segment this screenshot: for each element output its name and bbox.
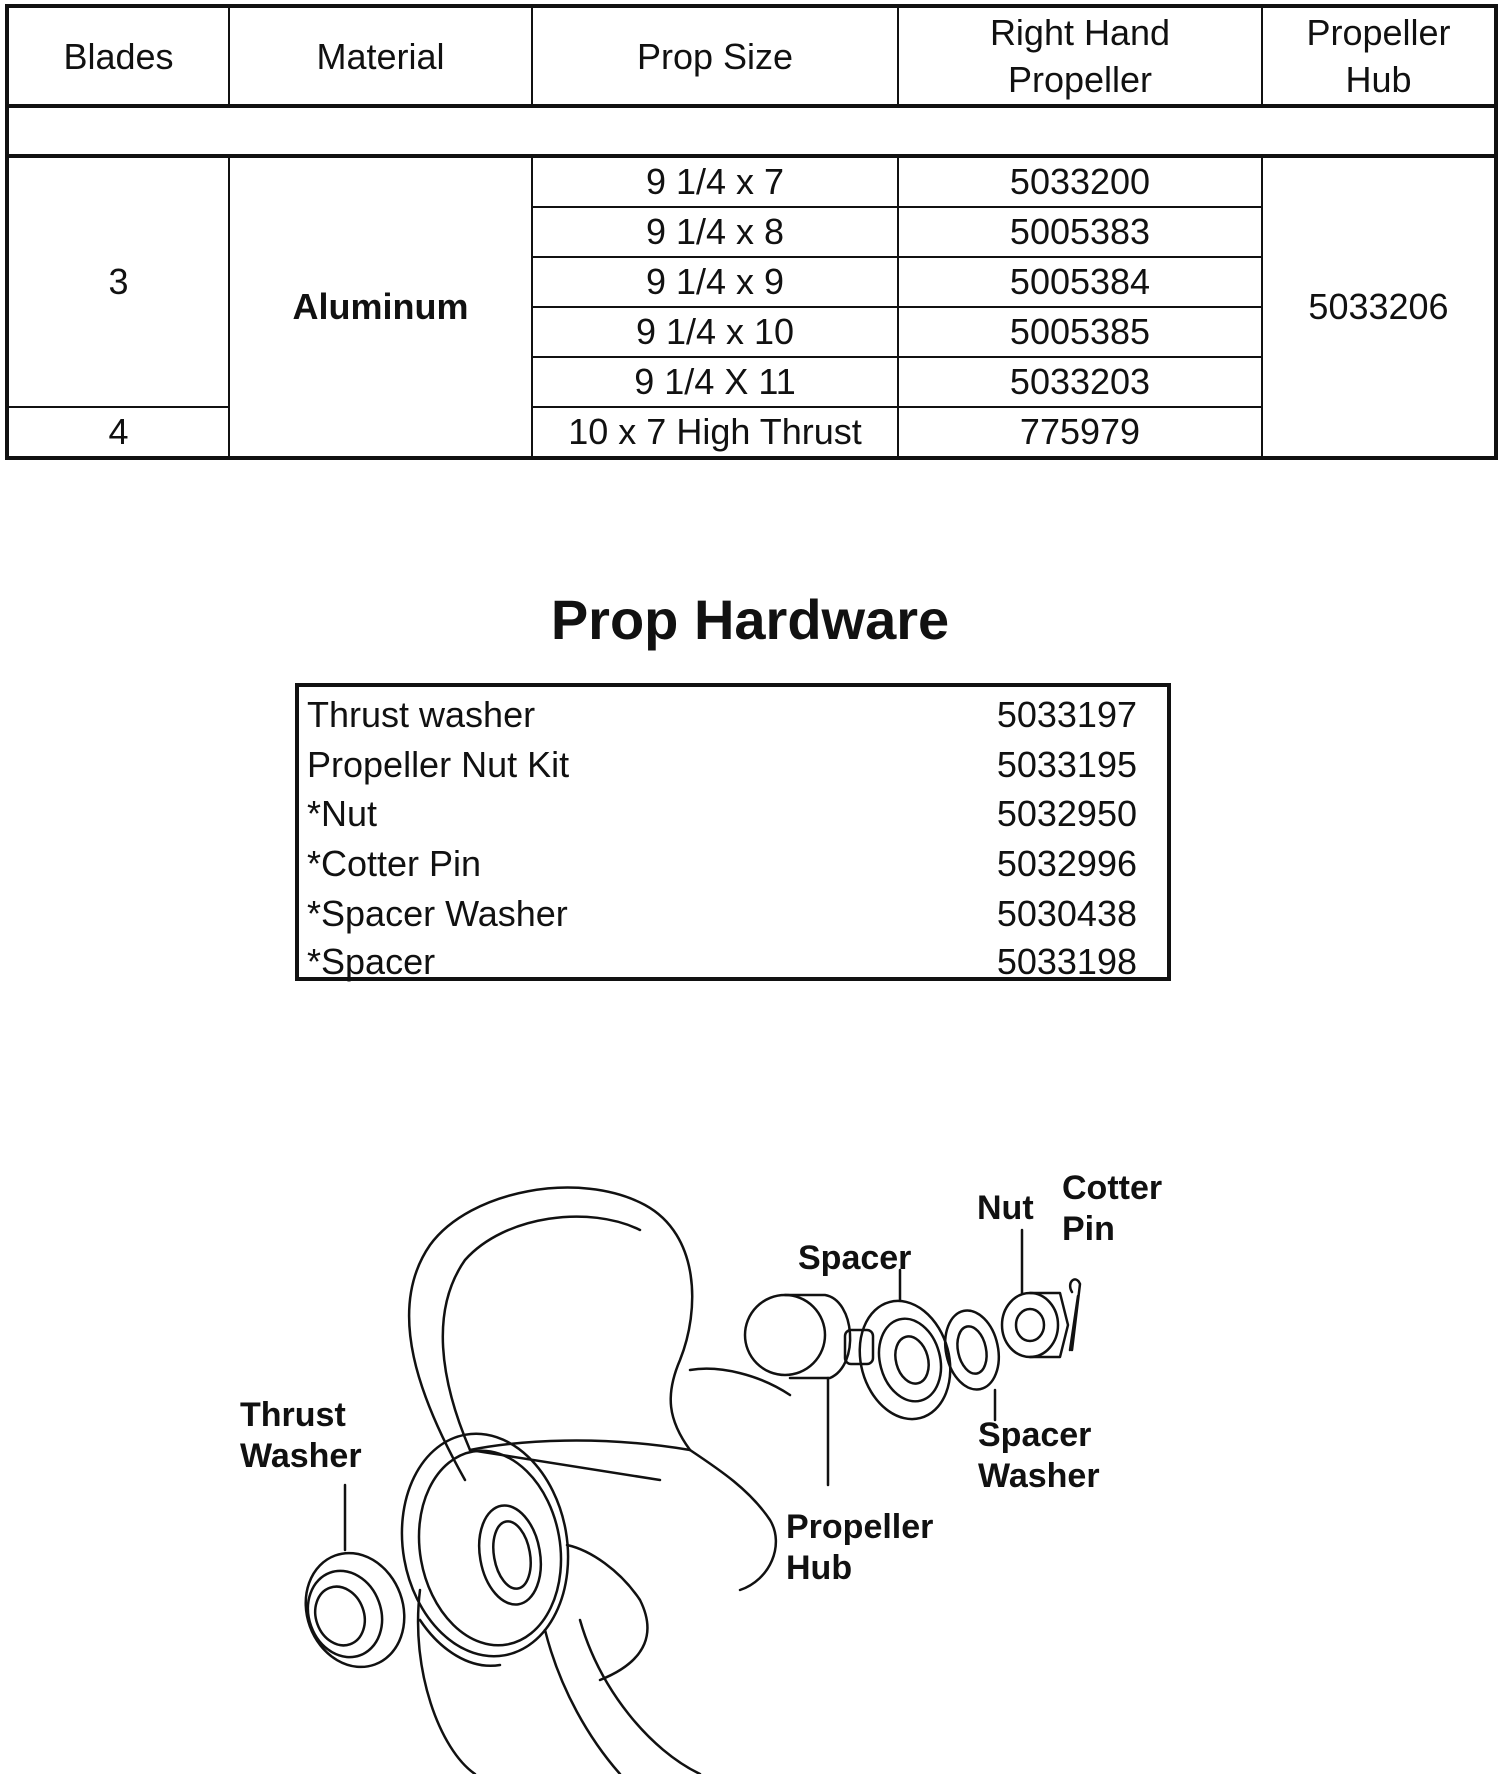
list-item (307, 937, 1137, 987)
hardware-name: *Spacer Washer (307, 893, 568, 934)
label-line: Washer (240, 1437, 362, 1475)
table-blank-row (7, 106, 1496, 156)
label-line: Cotter (1062, 1169, 1163, 1207)
header-right-hand-line1: Right Hand (989, 12, 1171, 53)
list-item (307, 839, 1137, 889)
list-item (307, 889, 1137, 939)
header-right-hand-line2: Propeller (1007, 59, 1153, 100)
part-number-cell: 5033203 (898, 357, 1262, 407)
label-spacer-washer (978, 1415, 1100, 1497)
label-line: Propeller (786, 1508, 934, 1546)
header-hub-line1: Propeller (1306, 12, 1451, 53)
table-row (7, 156, 1496, 207)
label-line: Thrust (240, 1396, 346, 1434)
part-number-cell: 5005384 (898, 257, 1262, 307)
prop-size-cell: 9 1/4 x 9 (532, 257, 898, 307)
label-line: Spacer (978, 1416, 1092, 1454)
thrust-washer-drawing (290, 1485, 420, 1681)
label-line: Washer (978, 1457, 1100, 1495)
label-propeller-hub (786, 1507, 933, 1589)
header-prop-size: Prop Size (532, 6, 898, 106)
label-thrust-washer (240, 1395, 362, 1477)
label-cotter-pin (1062, 1168, 1162, 1250)
hub-part-cell: 5033206 (1262, 156, 1496, 458)
propeller-drawing (385, 1188, 790, 1774)
hardware-name: *Spacer (307, 941, 436, 982)
header-blades: Blades (7, 6, 229, 106)
label-line: Pin (1062, 1210, 1115, 1248)
prop-size-cell: 9 1/4 x 8 (532, 207, 898, 257)
prop-size-cell: 9 1/4 X 11 (532, 357, 898, 407)
hardware-part: 5033195 (996, 744, 1137, 785)
header-hub-line2: Hub (1345, 59, 1412, 100)
label-line: Hub (786, 1549, 853, 1587)
blades-cell-3: 3 (7, 156, 229, 407)
list-item (307, 740, 1137, 790)
hardware-part: 5032950 (996, 793, 1137, 834)
hardware-name: Thrust washer (307, 694, 536, 735)
prop-size-cell: 9 1/4 x 10 (532, 307, 898, 357)
hardware-name: *Cotter Pin (307, 843, 482, 884)
spacer-washer-drawing (938, 1305, 1005, 1420)
cotter-pin-drawing (1070, 1279, 1080, 1350)
part-number-cell: 5005385 (898, 307, 1262, 357)
header-propeller-hub (1262, 6, 1496, 106)
nut-drawing (1002, 1230, 1068, 1357)
hardware-part: 5030438 (996, 893, 1137, 934)
exploded-propeller-diagram (0, 1150, 1500, 1774)
part-number-cell: 775979 (898, 407, 1262, 458)
propeller-hub-drawing (745, 1295, 873, 1485)
hardware-name: Propeller Nut Kit (307, 744, 570, 785)
label-nut: Nut (977, 1189, 1034, 1227)
label-spacer: Spacer (798, 1239, 912, 1277)
blank-cell (7, 106, 1496, 156)
table-header-row (7, 6, 1496, 106)
material-cell: Aluminum (229, 156, 532, 458)
header-right-hand-propeller (898, 6, 1262, 106)
prop-size-cell: 10 x 7 High Thrust (532, 407, 898, 458)
propeller-table (5, 4, 1498, 460)
list-item (307, 690, 1137, 740)
hardware-name: *Nut (307, 793, 378, 834)
hardware-title: Prop Hardware (550, 588, 950, 651)
prop-size-cell: 9 1/4 x 7 (532, 156, 898, 207)
diagram-drawing (0, 1150, 1500, 1774)
part-number-cell: 5033200 (898, 156, 1262, 207)
header-material: Material (229, 6, 532, 106)
hardware-part: 5033198 (996, 941, 1137, 982)
list-item (307, 789, 1137, 839)
part-number-cell: 5005383 (898, 207, 1262, 257)
blades-cell-4: 4 (7, 407, 229, 458)
hardware-part: 5033197 (996, 694, 1137, 735)
hardware-list (295, 683, 1171, 981)
hardware-part: 5032996 (996, 843, 1137, 884)
